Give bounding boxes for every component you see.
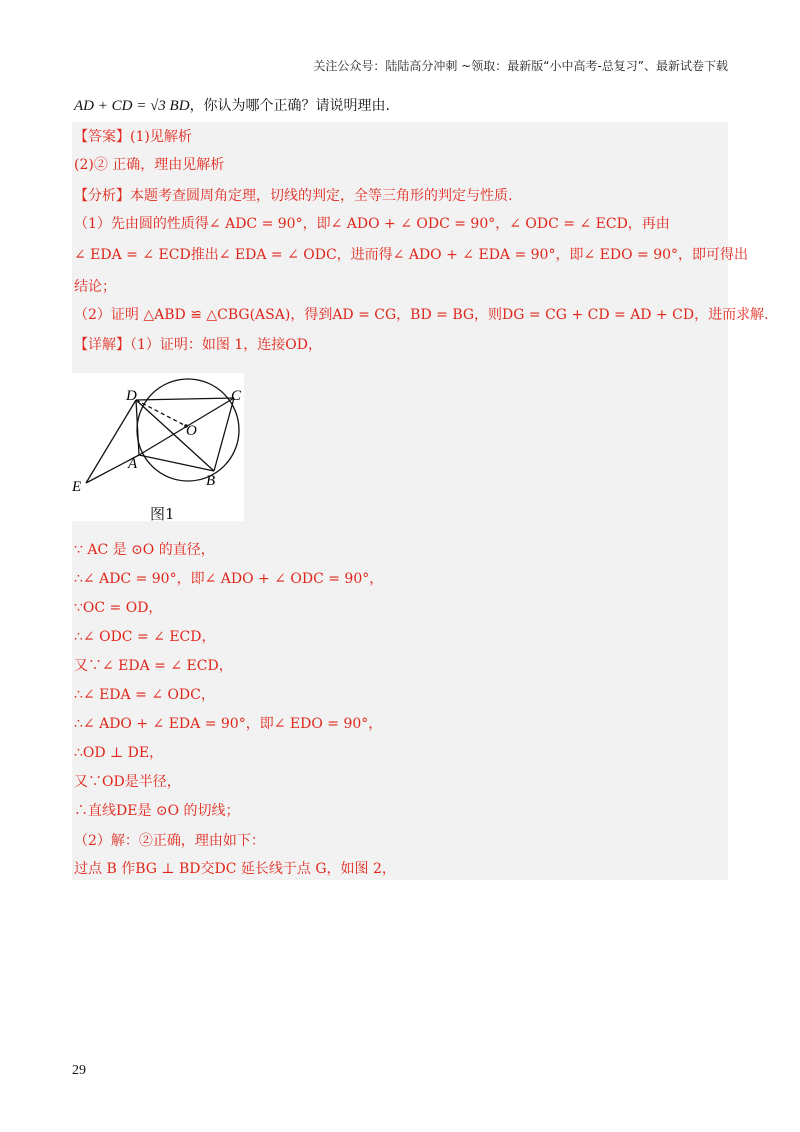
page-number: 29 <box>72 1063 86 1078</box>
answer-label: 【答案】 <box>74 129 130 145</box>
proof-line: ∴直线DE是 ⊙O 的切线； <box>74 803 240 819</box>
proof-line: 又∵∠ EDA = ∠ ECD， <box>74 658 233 674</box>
proof-line: 过点 B 作BG ⊥ BD交DC 延长线于点 G，如图 2， <box>74 861 396 877</box>
analysis-label: 【分析】 <box>74 188 130 204</box>
analysis-p1a: （1）先由圆的性质得∠ ADC = 90°，即∠ ADO + ∠ ODC = 90°，∠ ODC = ∠ ECD，再由 <box>74 216 670 232</box>
analysis-p1c: 结论； <box>74 279 116 295</box>
label-b: B <box>206 473 216 489</box>
proof-line: ∴∠ ADO + ∠ EDA = 90°，即∠ EDO = 90°， <box>74 716 383 732</box>
proof-line: ∴∠ EDA = ∠ ODC， <box>74 687 215 703</box>
analysis-intro-line <box>74 186 512 206</box>
figure-1 <box>72 373 244 521</box>
detail-label: 【详解】 <box>74 337 130 353</box>
label-c: C <box>231 388 242 404</box>
question-math: AD + CD = √3 BD <box>74 98 190 114</box>
segment-ab <box>139 455 214 471</box>
question-text: ，你认为哪个正确？请说明理由. <box>189 98 391 114</box>
analysis-p1b: ∠ EDA = ∠ ECD推出∠ EDA = ∠ ODC，进而得∠ ADO + ∠ EDA = 90°，即∠ EDO = 90°，即可得出 <box>74 247 749 263</box>
label-d: D <box>126 388 137 404</box>
question-tail <box>74 96 390 116</box>
answer-part2: (2)② 正确，理由见解析 <box>74 157 225 173</box>
analysis-intro: 本题考查圆周角定理，切线的判定，全等三角形的判定与性质. <box>130 188 513 204</box>
answer-part1: (1)见解析 <box>130 129 192 145</box>
label-e: E <box>72 479 82 495</box>
label-o: O <box>186 423 197 439</box>
figure-caption: 图1 <box>150 505 175 523</box>
detail-line <box>74 335 322 355</box>
proof-line: ∴OD ⊥ DE， <box>74 745 164 761</box>
page-header: 关注公众号：陆陆高分冲刺 ~领取：最新版“小中高考-总复习”、最新试卷下载 <box>313 59 728 73</box>
proof-line: ∴∠ ODC = ∠ ECD， <box>74 629 216 645</box>
proof-line: ∵OC = OD， <box>74 600 163 616</box>
segment-dc <box>136 398 234 400</box>
proof-line: ∴∠ ADC = 90°，即∠ ADO + ∠ ODC = 90°， <box>74 571 384 587</box>
proof-line: 又∵OD是半径， <box>74 774 181 790</box>
answer-line-1 <box>74 127 192 147</box>
proof-line: ∵ AC 是 ⊙O 的直径， <box>74 542 215 558</box>
proof-line: （2）解：②正确，理由如下： <box>74 833 265 849</box>
analysis-p2: （2）证明 △ABD ≌ △CBG(ASA)，得到AD = CG，BD = BG，则DG = CG + CD = AD + CD，进而求解. <box>74 307 769 323</box>
detail-intro: （1）证明：如图 1，连接OD， <box>130 337 322 353</box>
label-a: A <box>128 456 138 472</box>
geometry-diagram <box>72 373 244 521</box>
